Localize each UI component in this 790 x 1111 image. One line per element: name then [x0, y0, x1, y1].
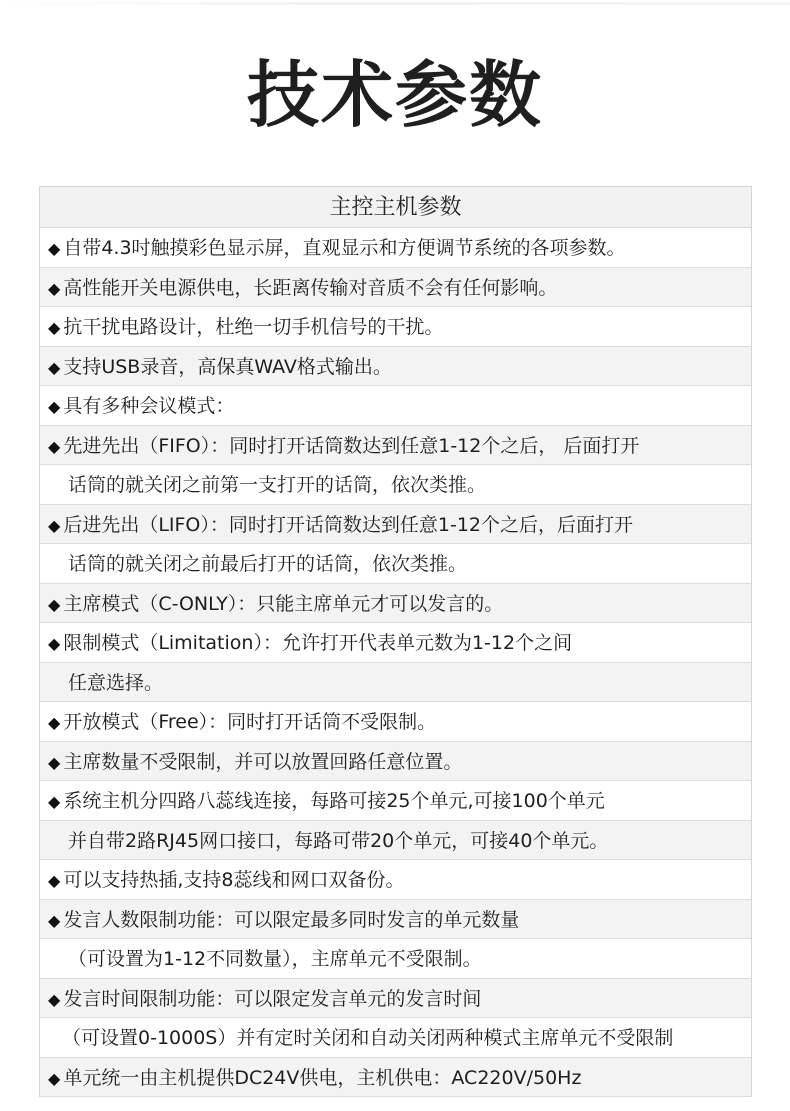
table-row: [40, 742, 751, 782]
row-text: 高性能开关电源供电，长距离传输对音质不会有任何影响。: [63, 276, 558, 299]
row-text: 后进先出（LIFO）：同时打开话筒数达到任意1-12个之后，后面打开: [63, 513, 634, 536]
row-text: （可设置为1-12不同数量），主席单元不受限制。: [68, 948, 482, 970]
row-text: 系统主机分四路八蕊线连接，每路可接25个单元,可接100个单元: [63, 790, 605, 812]
diamond-bullet-icon: ◆: [48, 239, 61, 258]
diamond-bullet-icon: ◆: [48, 594, 61, 614]
row-text: 任意选择。: [68, 671, 164, 694]
row-text: 话筒的就关闭之前第一支打开的话筒，依次类推。: [68, 474, 487, 496]
diamond-bullet-icon: ◆: [48, 989, 61, 1009]
diamond-bullet-icon: ◆: [48, 752, 61, 772]
table-row: [40, 939, 751, 979]
table-row: [40, 228, 751, 268]
row-text: （可设置0-1000S）并有定时关闭和自动关闭两种模式主席单元不受限制: [62, 1027, 674, 1049]
diamond-bullet-icon: ◆: [48, 436, 61, 456]
table-row: [40, 505, 751, 545]
diamond-bullet-icon: ◆: [48, 278, 61, 298]
table-row: [40, 465, 751, 505]
table-row: [40, 584, 751, 624]
row-text: 支持USB录音，高保真WAV格式输出。: [63, 355, 392, 378]
row-text: 主席数量不受限制，并可以放置回路任意位置。: [63, 750, 463, 773]
row-text: 自带4.3吋触摸彩色显示屏，直观显示和方便调节系统的各项参数。: [63, 237, 626, 259]
diamond-bullet-icon: ◆: [48, 634, 61, 653]
top-divider: [0, 2, 790, 5]
diamond-bullet-icon: ◆: [48, 792, 61, 811]
table-row: [40, 663, 751, 703]
spec-table: [39, 186, 752, 1097]
diamond-bullet-icon: ◆: [48, 713, 61, 732]
table-row: [40, 426, 751, 466]
table-body: [40, 228, 751, 1097]
row-text: 具有多种会议模式：: [63, 395, 235, 417]
table-row: [40, 307, 751, 347]
table-row: [40, 623, 751, 663]
row-text: 话筒的就关闭之前最后打开的话筒，依次类推。: [68, 553, 468, 575]
diamond-bullet-icon: ◆: [48, 871, 61, 890]
table-row: [40, 821, 751, 861]
table-row: [40, 781, 751, 821]
row-text: 单元统一由主机提供DC24V供电，主机供电：AC220V/50Hz: [63, 1066, 582, 1089]
table-row: [40, 544, 751, 584]
table-row: [40, 386, 751, 426]
row-text: 抗干扰电路设计，杜绝一切手机信号的干扰。: [63, 316, 444, 338]
table-row: [40, 702, 751, 742]
diamond-bullet-icon: ◆: [48, 910, 61, 930]
diamond-bullet-icon: ◆: [48, 357, 61, 377]
table-row: [40, 860, 751, 900]
table-header: 主控主机参数: [40, 187, 751, 228]
diamond-bullet-icon: ◆: [48, 515, 61, 535]
row-text: 发言人数限制功能：可以限定最多同时发言的单元数量: [63, 908, 520, 931]
table-row: [40, 268, 751, 308]
table-row: [40, 1058, 751, 1098]
row-text: 限制模式（Limitation）：允许打开代表单元数为1-12个之间: [63, 632, 573, 654]
diamond-bullet-icon: ◆: [48, 397, 61, 416]
diamond-bullet-icon: ◆: [48, 1068, 61, 1088]
row-text: 先进先出（FIFO）：同时打开话筒数达到任意1-12个之后， 后面打开: [63, 434, 640, 457]
table-row: [40, 347, 751, 387]
table-row: [40, 979, 751, 1019]
table-row: [40, 1018, 751, 1058]
diamond-bullet-icon: ◆: [48, 318, 61, 337]
row-text: 可以支持热插,支持8蕊线和网口双备份。: [63, 869, 405, 891]
row-text: 主席模式（C-ONLY）：只能主席单元才可以发言的。: [63, 592, 504, 615]
row-text: 发言时间限制功能：可以限定发言单元的发言时间: [63, 987, 482, 1010]
row-text: 并自带2路RJ45网口接口，每路可带20个单元，可接40个单元。: [68, 829, 609, 852]
table-row: [40, 900, 751, 940]
page-title: 技术参数: [246, 53, 543, 137]
row-text: 开放模式（Free）：同时打开话筒不受限制。: [63, 711, 437, 733]
